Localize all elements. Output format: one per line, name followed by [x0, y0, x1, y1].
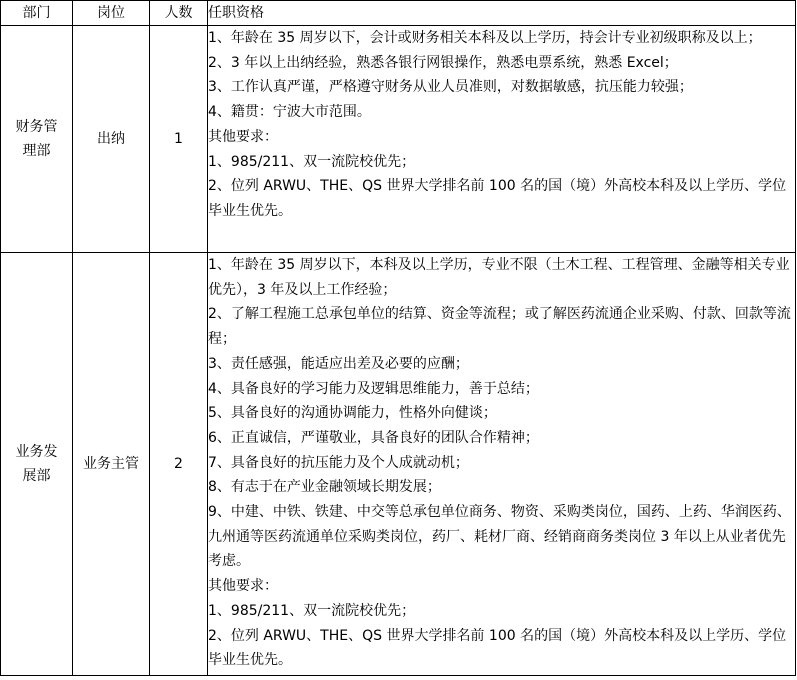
other-requirements-label: 其他要求：: [208, 578, 278, 595]
requirement-line: 1、年龄在 35 周岁以下，本科及以上学历，专业不限（土木工程、工程管理、金融等相关专业优先），3 年及以上工作经验；: [208, 257, 790, 298]
dept-cell: 业务发展部: [1, 253, 73, 676]
requirement-line: 8、有志于在产业金融领域长期发展；: [208, 479, 441, 496]
header-dept: 部门: [1, 1, 73, 26]
position-cell: 业务主管: [73, 253, 150, 676]
other-requirements-label: 其他要求：: [208, 128, 278, 145]
dept-cell: 财务管理部: [1, 26, 73, 253]
requirement-line: 5、具备良好的沟通协调能力，性格外向健谈；: [208, 405, 497, 422]
requirement-line: 9、中建、中铁、铁建、中交等总承包单位商务、物资、采购类岗位，国药、上药、华润医药、九州通等医药流通单位采购类岗位，药厂、耗材厂商、经销商商务类岗位 3 年以上从业者优先考虑。: [208, 504, 791, 570]
requirement-line: 3、责任感强，能适应出差及必要的应酬；: [208, 355, 469, 372]
header-count: 人数: [150, 1, 208, 26]
requirement-line: 2、3 年以上出纳经验，熟悉各银行网银操作，熟悉电票系统，熟悉 Excel；: [208, 54, 678, 71]
requirement-line: 3、工作认真严谨，严格遵守财务从业人员准则，对数据敏感，抗压能力较强；: [208, 79, 693, 96]
requirement-line: 1、985/211、双一流院校优先；: [208, 602, 416, 619]
requirement-line: 4、具备良好的学习能力及逻辑思维能力，善于总结；: [208, 380, 539, 397]
requirements-cell: [208, 26, 796, 253]
requirement-line: 2、了解工程施工总承包单位的结算、资金等流程；或了解医药流通企业采购、付款、回款等流程；: [208, 306, 791, 348]
requirement-line: 6、正直诚信，严谨敬业，具备良好的团队合作精神；: [208, 429, 539, 446]
requirement-line: 1、985/211、双一流院校优先；: [208, 153, 416, 170]
requirement-line: 1、年龄在 35 周岁以下，会计或财务相关本科及以上学历，持会计专业初级职称及以上；: [208, 30, 762, 46]
header-position: 岗位: [73, 1, 150, 26]
header-requirements: 任职资格: [208, 1, 796, 26]
count-cell: 1: [150, 26, 208, 253]
requirement-line: 2、位列 ARWU、THE、QS 世界大学排名前 100 名的国（境）外高校本科及以上学历、学位毕业生优先。: [208, 178, 787, 219]
table-row: [1, 26, 796, 253]
requirement-line: 7、具备良好的抗压能力及个人成就动机；: [208, 454, 469, 471]
requirement-line: 4、籍贯：宁波大市范围。: [208, 104, 371, 121]
header-row: [1, 1, 796, 26]
position-cell: 出纳: [73, 26, 150, 253]
requirement-line: 2、位列 ARWU、THE、QS 世界大学排名前 100 名的国（境）外高校本科及以上学历、学位毕业生优先。: [208, 627, 787, 669]
requirements-cell: [208, 253, 796, 676]
count-cell: 2: [150, 253, 208, 676]
table-row: [1, 253, 796, 676]
